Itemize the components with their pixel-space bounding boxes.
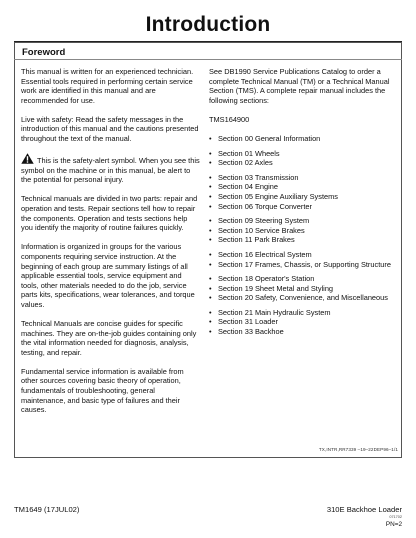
bullet: • bbox=[209, 148, 212, 158]
bullet: • bbox=[209, 225, 212, 235]
section-label: Section 01 Wheels bbox=[218, 148, 280, 158]
section-group bbox=[209, 173, 395, 211]
bullet: • bbox=[209, 307, 212, 317]
section-list-item bbox=[209, 327, 395, 337]
section-list-item bbox=[209, 149, 395, 159]
section-group bbox=[209, 308, 395, 337]
section-list-item bbox=[209, 158, 395, 168]
bullet: • bbox=[209, 293, 212, 303]
paragraph: Information is organized in groups for the various components requiring service instruction. At the beginning of each group are summary listings of all applicable essential tools, service equipment and tools, other materials needed to do the job, service parts kits, specifications, wear tolerances, and torque values. bbox=[21, 242, 195, 309]
section-label: Section 10 Service Brakes bbox=[218, 225, 305, 235]
section-label: Section 18 Operator's Station bbox=[218, 274, 315, 284]
section-group bbox=[209, 274, 395, 303]
footer-manual-id: TM1649 (17JUL02) bbox=[14, 505, 80, 514]
safety-paragraph bbox=[21, 153, 201, 185]
section-label: Section 05 Engine Auxiliary Systems bbox=[218, 191, 338, 201]
section-list-item bbox=[209, 274, 395, 284]
footer-date-code: 071702 bbox=[389, 515, 402, 519]
bullet: • bbox=[209, 191, 212, 201]
section-list-item bbox=[209, 192, 395, 202]
bullet: • bbox=[209, 158, 212, 168]
paragraph: Technical Manuals are concise guides for specific machines. They are on-the-job guides containing only the vital information needed for diagnosis, analysis, testing, and repair. bbox=[21, 318, 197, 357]
bullet: • bbox=[209, 201, 212, 211]
bullet: • bbox=[209, 259, 212, 269]
bullet: • bbox=[209, 274, 212, 284]
paragraph: Live with safety: Read the safety messages in the introduction of this manual and the cautions presented throughout the text of the manual. bbox=[21, 114, 199, 144]
section-group bbox=[209, 250, 395, 269]
section-label: Section 11 Park Brakes bbox=[218, 235, 295, 245]
section-label: Section 06 Torque Converter bbox=[218, 201, 312, 211]
footer-page-number: PN=2 bbox=[385, 521, 402, 528]
page-title: Introduction bbox=[145, 13, 271, 36]
tms-number: TMS164900 bbox=[209, 114, 250, 124]
section-list-item bbox=[209, 235, 395, 245]
section-group bbox=[209, 149, 395, 168]
section-list-item bbox=[209, 202, 395, 212]
section-label: Section 19 Sheet Metal and Styling bbox=[218, 283, 334, 293]
section-heading: Foreword bbox=[22, 47, 66, 58]
section-list-item bbox=[209, 250, 395, 260]
paragraph: This manual is written for an experienced technician. Essential tools required in performing certain service work are identified in this manual and are recommended for use. bbox=[21, 67, 194, 105]
section-list-item bbox=[209, 173, 395, 183]
paragraph: Technical manuals are divided in two parts: repair and operation and tests. Repair sections tell how to repair the components. Operation and tests sections help you identify the majority of routine failures quickly. bbox=[21, 194, 198, 233]
section-label: Section 04 Engine bbox=[218, 182, 278, 192]
section-list-item bbox=[209, 226, 395, 236]
bullet: • bbox=[209, 327, 212, 337]
section-list-item bbox=[209, 293, 395, 303]
section-list-item bbox=[209, 308, 395, 318]
bullet: • bbox=[209, 317, 212, 327]
section-list-item bbox=[209, 260, 395, 270]
section-group bbox=[209, 216, 395, 245]
bullet: • bbox=[209, 133, 212, 143]
bullet: • bbox=[209, 216, 212, 226]
safety-text: This is the safety-alert symbol. When you see this symbol on the machine or in this manual, be alert to the potential for personal injury. bbox=[21, 156, 200, 185]
section-label: Section 00 General Information bbox=[218, 133, 321, 143]
right-column bbox=[209, 67, 395, 342]
section-label: Section 16 Electrical System bbox=[218, 249, 312, 259]
section-list-item bbox=[209, 317, 395, 327]
left-column bbox=[21, 67, 201, 424]
bullet: • bbox=[209, 172, 212, 182]
section-list-item bbox=[209, 284, 395, 294]
bullet: • bbox=[209, 235, 212, 245]
section-label: Section 20 Safety, Convenience, and Miscellaneous bbox=[218, 293, 388, 303]
ordering-paragraph: See DB1990 Service Publications Catalog to order a complete Technical Manual (TM) or a Technical Manual Section (TMS). A complete repair manual includes the following sections: bbox=[209, 67, 390, 105]
section-group bbox=[209, 134, 395, 144]
footer-machine-name: 310E Backhoe Loader bbox=[326, 505, 402, 514]
section-list bbox=[209, 134, 395, 337]
section-list-item bbox=[209, 182, 395, 192]
section-label: Section 21 Main Hydraulic System bbox=[218, 307, 331, 317]
warning-triangle-icon bbox=[21, 153, 34, 164]
bullet: • bbox=[209, 249, 212, 259]
section-label: Section 02 Axles bbox=[218, 158, 273, 168]
reference-code: TX,INTR,RR7339 –19–22DEP96–1/1 bbox=[318, 447, 398, 452]
section-list-item bbox=[209, 216, 395, 226]
heading-rule bbox=[14, 59, 402, 60]
section-list-item bbox=[209, 134, 395, 144]
section-label: Section 31 Loader bbox=[218, 317, 278, 327]
bullet: • bbox=[209, 283, 212, 293]
section-label: Section 33 Backhoe bbox=[218, 327, 284, 337]
section-label: Section 09 Steering System bbox=[218, 216, 310, 226]
section-label: Section 03 Transmission bbox=[218, 172, 299, 182]
section-label: Section 17 Frames, Chassis, or Supporting Structure bbox=[218, 259, 391, 269]
paragraph: Fundamental service information is available from other sources covering basic theory of operation, fundamentals of troubleshooting, general maintenance, and basic type of failures and their causes. bbox=[21, 366, 184, 415]
bullet: • bbox=[209, 182, 212, 192]
